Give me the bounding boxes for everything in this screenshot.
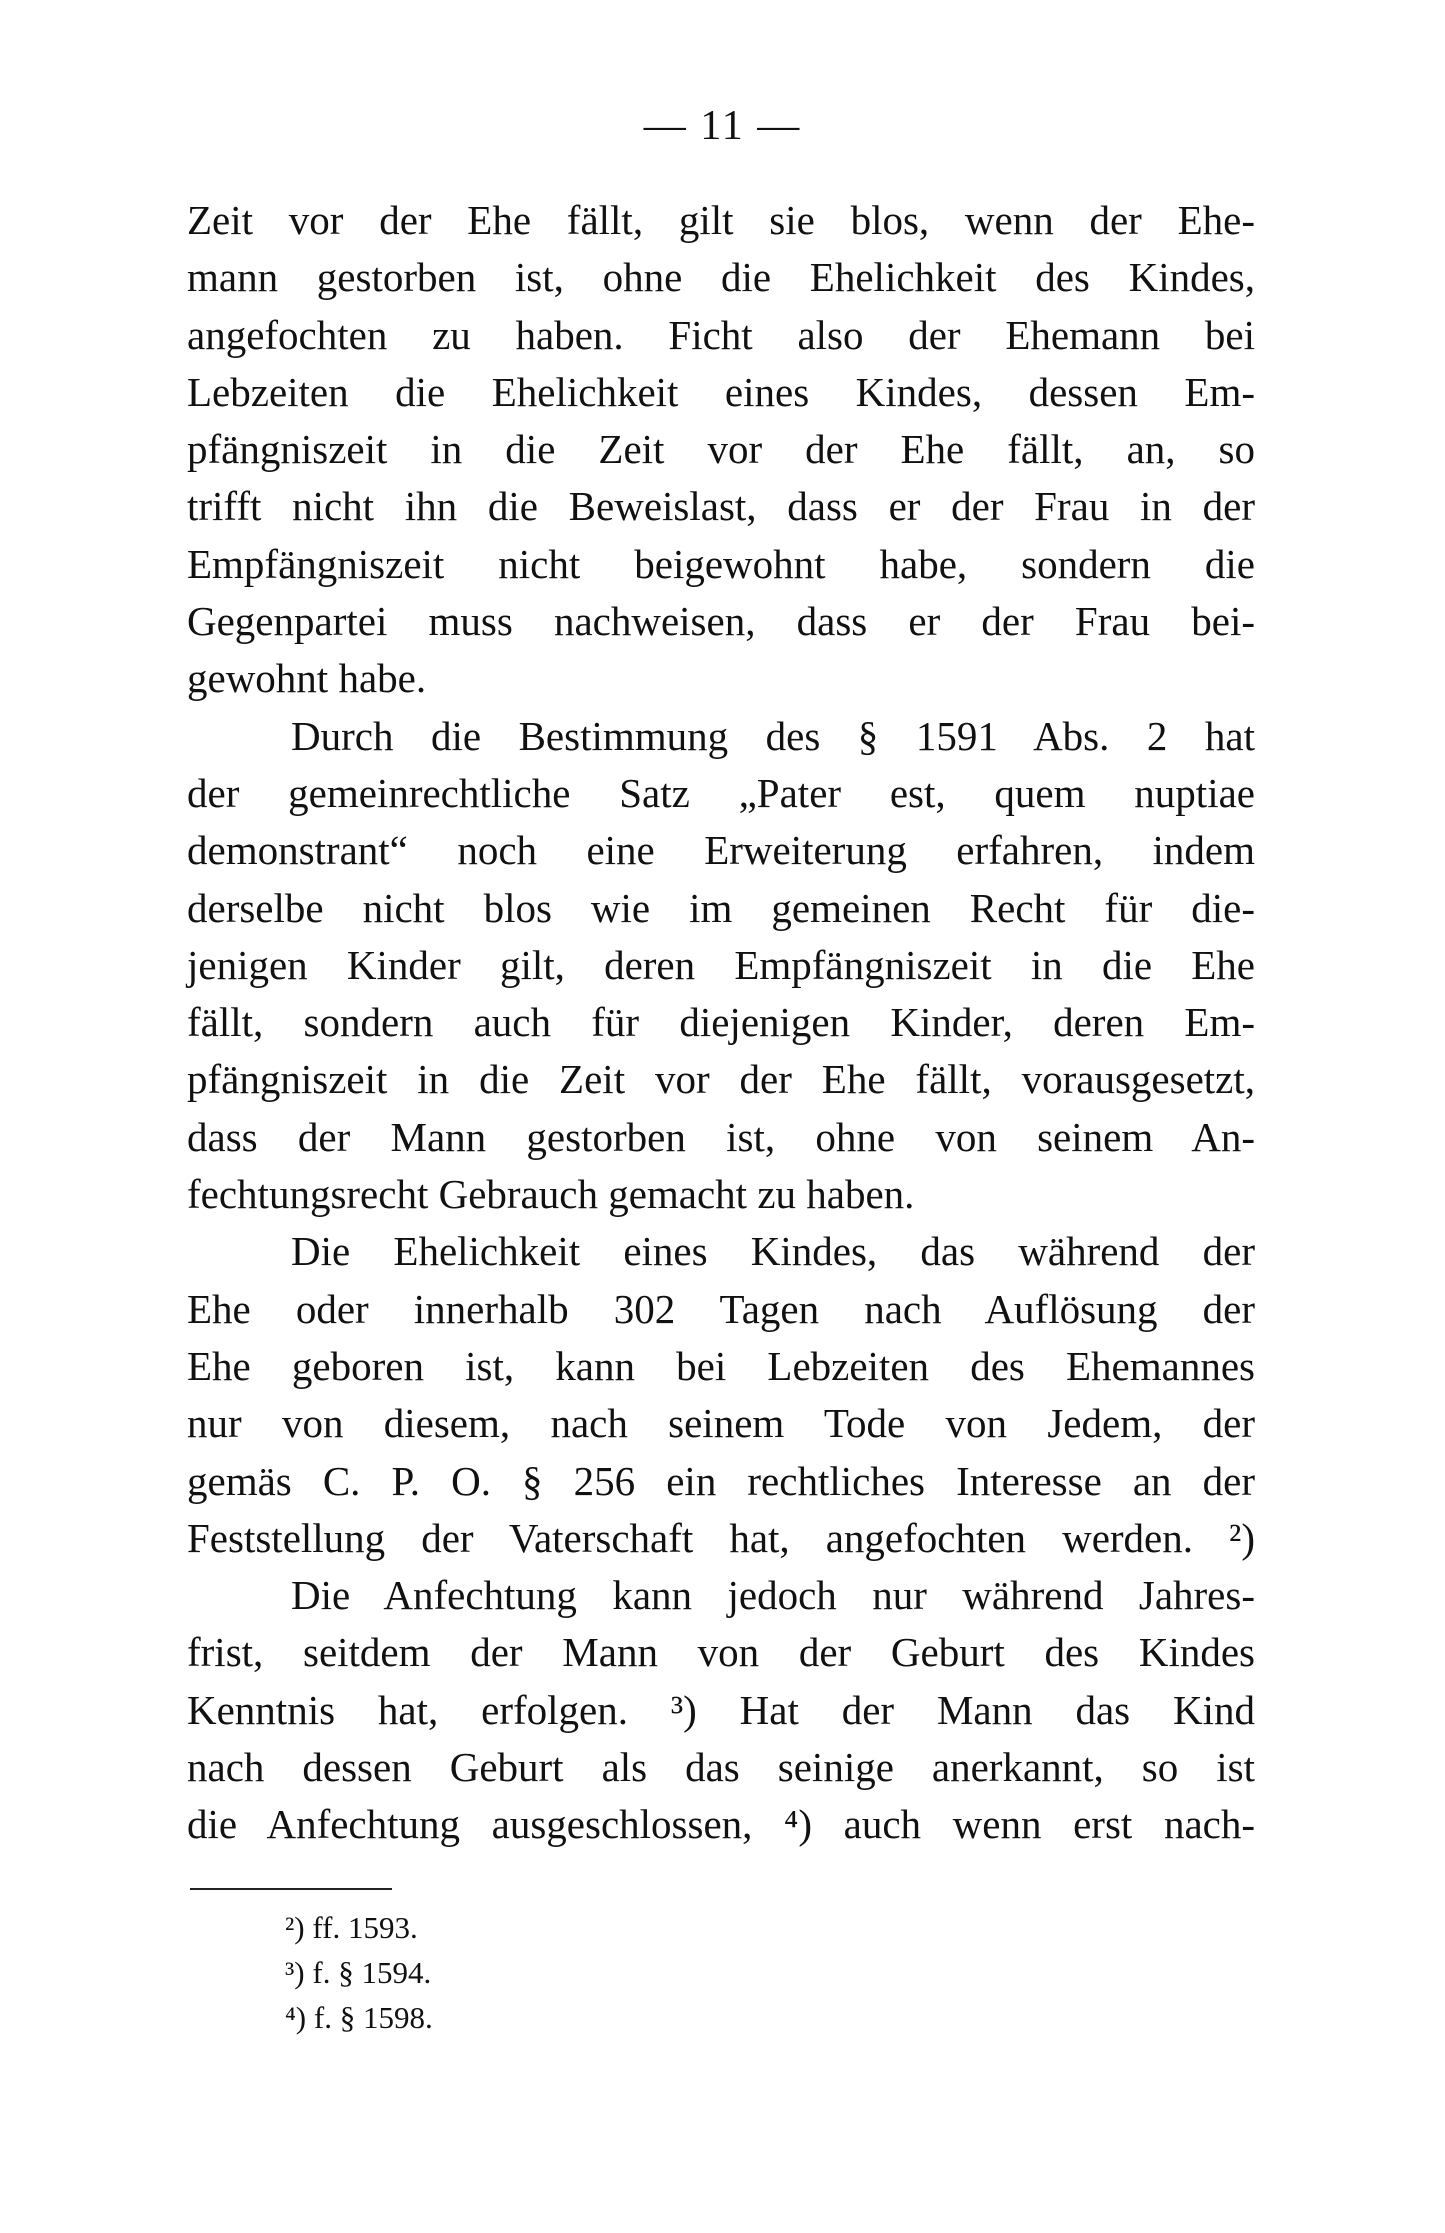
text-line: demonstrant“ noch eine Erweiterung erfahren, indem: [187, 827, 1255, 874]
text-line: Empfängniszeit nicht beigewohnt habe, sondern die: [187, 540, 1255, 587]
text-line: angefochten zu haben. Ficht also der Ehemann bei: [187, 311, 1255, 358]
text-line: Feststellung der Vaterschaft hat, angefochten werden. ²): [187, 1514, 1255, 1561]
text-line: Gegenpartei muss nachweisen, dass er der Frau bei-: [187, 598, 1255, 645]
footnotes: [285, 1905, 433, 2040]
text-line: Kenntnis hat, erfolgen. ³) Hat der Mann das Kind: [187, 1686, 1255, 1733]
text-line: fällt, sondern auch für diejenigen Kinder, deren Em-: [187, 999, 1255, 1046]
text-line: nur von diesem, nach seinem Tode von Jedem, der: [187, 1400, 1255, 1447]
text-line: dass der Mann gestorben ist, ohne von seinem An-: [187, 1113, 1255, 1160]
text-line: nach dessen Geburt als das seinige anerkannt, so ist: [187, 1744, 1255, 1791]
text-line: Ehe oder innerhalb 302 Tagen nach Auflösung der: [187, 1285, 1255, 1332]
text-line: pfängniszeit in die Zeit vor der Ehe fällt, an, so: [187, 426, 1255, 473]
footnote: ⁴) f. § 1598.: [285, 2000, 433, 2035]
text-line: gewohnt habe.: [187, 655, 427, 702]
text-line: jenigen Kinder gilt, deren Empfängniszeit in die Ehe: [187, 941, 1255, 988]
text-line: derselbe nicht blos wie im gemeinen Recht für die-: [187, 884, 1255, 931]
text-line: die Anfechtung ausgeschlossen, ⁴) auch wenn erst nach-: [187, 1801, 1255, 1848]
text-line: mann gestorben ist, ohne die Ehelichkeit des Kindes,: [187, 254, 1255, 301]
text-line: Durch die Bestimmung des § 1591 Abs. 2 hat: [291, 712, 1255, 759]
page-number: — 11 —: [643, 103, 802, 149]
text-line: Zeit vor der Ehe fällt, gilt sie blos, wenn der Ehe-: [187, 197, 1255, 243]
text-line: Ehe geboren ist, kann bei Lebzeiten des Ehemannes: [187, 1342, 1255, 1389]
text-line: gemäs C. P. O. § 256 ein rechtliches Interesse an der: [187, 1457, 1255, 1504]
footnote: ³) f. § 1594.: [285, 1955, 432, 1990]
footnote: ²) ff. 1593.: [285, 1910, 418, 1945]
text-line: fechtungsrecht Gebrauch gemacht zu haben.: [187, 1171, 915, 1218]
text-line: Lebzeiten die Ehelichkeit eines Kindes, dessen Em-: [187, 368, 1255, 415]
body-text: [187, 192, 1255, 1854]
text-line: trifft nicht ihn die Beweislast, dass er der Frau in der: [187, 483, 1255, 530]
text-line: Die Anfechtung kann jedoch nur während Jahres-: [291, 1572, 1255, 1619]
text-line: der gemeinrechtliche Satz „Pater est, quem nuptiae: [187, 769, 1255, 816]
text-line: pfängniszeit in die Zeit vor der Ehe fällt, vorausgesetzt,: [187, 1056, 1255, 1103]
text-line: frist, seitdem der Mann von der Geburt des Kindes: [187, 1629, 1255, 1676]
text-line: Die Ehelichkeit eines Kindes, das während der: [291, 1228, 1255, 1275]
footnote-separator: [190, 1888, 392, 1890]
